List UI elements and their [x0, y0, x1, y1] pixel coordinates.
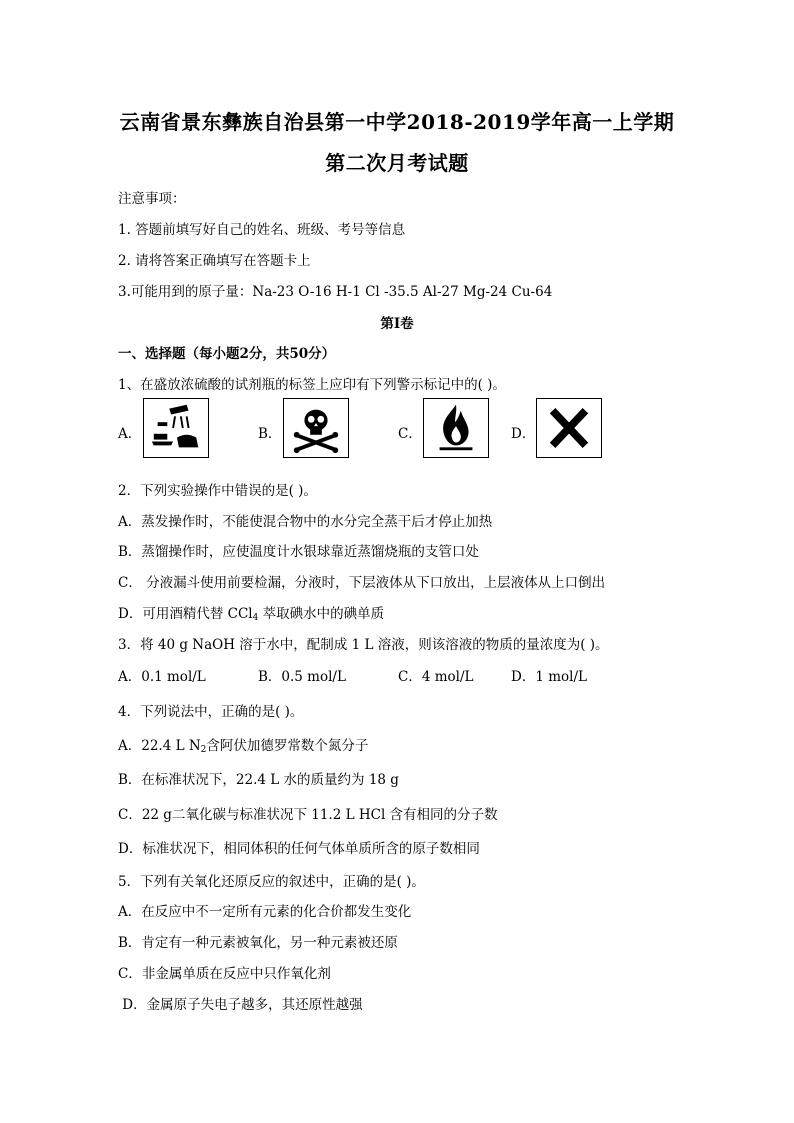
q4-option-c: C．22 g二氧化碳与标准状况下 11.2 L HCl 含有相同的分子数	[118, 807, 498, 823]
volume-label: 第I卷	[380, 316, 414, 332]
q5-option-a: A．在反应中不一定所有元素的化合价都发生变化	[118, 904, 412, 920]
section-heading: 一、选择题（每小题2分，共50分）	[118, 346, 336, 362]
q2-option-a: A．蒸发操作时，不能使混合物中的水分完全蒸干后才停止加热	[118, 514, 493, 530]
notes-header: 注意事项：	[118, 191, 186, 207]
q1-label-b: B．	[258, 426, 282, 442]
q2-option-d	[118, 602, 384, 623]
q5-option-c: C．非金属单质在反应中只作氧化剂	[118, 966, 331, 982]
q5-option-b: B．肯定有一种元素被氧化，另一种元素被还原	[118, 935, 398, 951]
harmful-x-icon	[536, 398, 602, 458]
note-item-1: 1. 答题前填写好自己的姓名、班级、考号等信息	[118, 222, 406, 238]
q3-option-a: A．0.1 mol/L	[118, 669, 206, 685]
q3-stem: 3．将 40 g NaOH 溶于水中，配制成 1 L 溶液，则该溶液的物质的量浓度为( )。	[118, 637, 609, 653]
q2-option-d-post: 萃取碘水中的碘单质	[258, 606, 385, 622]
q1-stem: 1、在盛放浓硫酸的试剂瓶的标签上应印有下列警示标记中的( )。	[118, 377, 506, 393]
q1-label-c: C．	[398, 426, 422, 442]
q5-option-d: D．金属原子失电子越多，其还原性越强	[118, 997, 363, 1013]
q3-option-b: B．0.5 mol/L	[258, 669, 346, 685]
note-item-2: 2. 请将答案正确填写在答题卡上	[118, 253, 311, 269]
q2-option-d-sub: 4	[252, 613, 259, 623]
q3-option-d: D．1 mol/L	[511, 669, 587, 685]
q1-label-a: A．	[118, 426, 142, 442]
q4-option-a-sub: 2	[200, 745, 207, 755]
q4-option-b: B．在标准状况下，22.4 L 水的质量约为 18 g	[118, 772, 399, 788]
q2-stem: 2．下列实验操作中错误的是( )。	[118, 483, 317, 499]
exam-title-line1: 云南省景东彝族自治县第一中学2018-2019学年高一上学期	[119, 110, 675, 134]
q4-option-a-post: 含阿伏加德罗常数个氮分子	[206, 738, 369, 754]
q4-stem: 4．下列说法中，正确的是( )。	[118, 704, 304, 720]
q1-label-d: D．	[511, 426, 536, 442]
q3-option-c: C．4 mol/L	[398, 669, 474, 685]
q4-option-d: D．标准状况下，相同体积的任何气体单质所含的原子数相同	[118, 841, 480, 857]
note-item-3: 3.可能用到的原子量：Na-23 O-16 H-1 Cl -35.5 Al-27 Mg-24 Cu-64	[118, 284, 553, 300]
q2-option-b: B．蒸馏操作时，应使温度计水银球靠近蒸馏烧瓶的支管口处	[118, 544, 479, 560]
corrosive-icon	[143, 398, 209, 458]
toxic-skull-icon	[283, 398, 349, 458]
exam-title-line2: 第二次月考试题	[325, 151, 469, 175]
q5-stem: 5．下列有关氧化还原反应的叙述中，正确的是( )。	[118, 874, 425, 890]
q2-option-d-pre: D．可用酒精代替 CCl	[118, 606, 253, 622]
q4-option-a	[118, 734, 368, 755]
q2-option-c: C． 分液漏斗使用前要检漏，分液时，下层液体从下口放出，上层液体从上口倒出	[118, 575, 606, 591]
q4-option-a-pre: A．22.4 L N	[118, 738, 201, 754]
flammable-flame-icon	[423, 398, 489, 458]
